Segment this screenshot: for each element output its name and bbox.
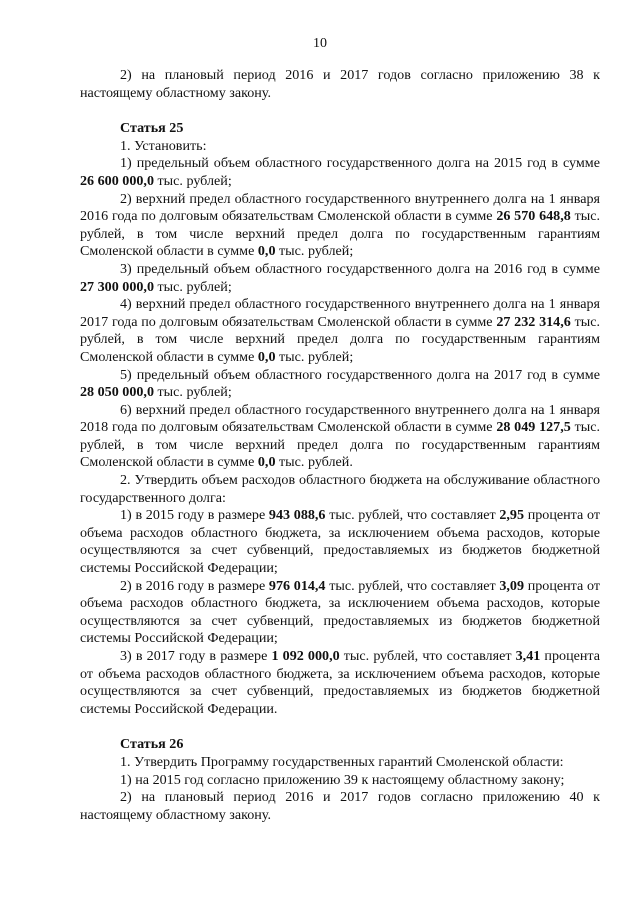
article-26-subitem-2: 2) на плановый период 2016 и 2017 годов согласно приложению 40 к настоящему областному закону. bbox=[80, 789, 600, 823]
debt-upper-limit-2017: 27 232 314,6 bbox=[496, 313, 571, 330]
debt-upper-limit-2018: 28 049 127,5 bbox=[496, 419, 571, 436]
page-number: 10 bbox=[313, 36, 327, 51]
article-25-subitem-6: 6) верхний предел областного государственного внутреннего долга на 1 января 2018 года по долговым обязательствам Смоленской области в сумме 28 049 127,5 тыс. рублей, в том числе верхний предел долга по государственным гарантиям Смоленской области в сумме 0,0 тыс. рублей. bbox=[80, 401, 600, 471]
article-26-item-1: 1. Утвердить Программу государственных гарантий Смоленской области: bbox=[120, 753, 564, 770]
article-25-subitem-2: 2) верхний предел областного государственного внутреннего долга на 1 января 2016 года по долговым обязательствам Смоленской области в сумме 26 570 648,8 тыс. рублей, в том числе верхний предел долга по государственным гарантиям Смоленской области в сумме 0,0 тыс. рублей; bbox=[80, 190, 600, 260]
debt-service-2017: 1 092 000,0 bbox=[271, 648, 340, 664]
article-25-expense-2: 2) в 2016 году в размере 976 014,4 тыс. рублей, что составляет 3,09 процента от объема расходов областного бюджета, за исключением объема расходов, которые осуществляются за счет субвенций, предоставляемых из бюджетов бюджетной системы Российской Федерации; bbox=[80, 577, 600, 647]
article-25-subitem-3: 3) предельный объем областного государственного долга на 2016 год в сумме 27 300 000,0 тыс. рублей; bbox=[80, 260, 600, 295]
article-25-item-1: 1. Установить: bbox=[120, 137, 207, 154]
article-25-subitem-4: 4) верхний предел областного государственного внутреннего долга на 1 января 2017 года по долговым обязательствам Смоленской области в сумме 27 232 314,6 тыс. рублей, в том числе верхний предел долга по государственным гарантиям Смоленской области в сумме 0,0 тыс. рублей; bbox=[80, 296, 600, 365]
article-25-item-2: 2. Утвердить объем расходов областного бюджета на обслуживание областного государственного долга: bbox=[80, 472, 600, 506]
article-25-expense-1: 1) в 2015 году в размере 943 088,6 тыс. рублей, что составляет 2,95 процента от объема расходов областного бюджета, за исключением объема расходов, которые осуществляются за счет субвенций, предоставляемых из бюджетов бюджетной системы Российской Федерации; bbox=[80, 507, 600, 577]
article-25-subitem-1: 1) предельный объем областного государственного долга на 2015 год в сумме 26 600 000,0 тыс. рублей; bbox=[80, 155, 600, 189]
debt-limit-2016: 27 300 000,0 bbox=[80, 278, 154, 295]
debt-limit-2015: 26 600 000,0 bbox=[80, 172, 154, 189]
debt-service-2016: 976 014,4 bbox=[268, 577, 326, 594]
article-25-subitem-5: 5) предельный объем областного государственного долга на 2017 год в сумме 28 050 000,0 тыс. рублей; bbox=[80, 366, 600, 401]
article-26-subitem-1: 1) на 2015 год согласно приложению 39 к настоящему областному закону; bbox=[120, 771, 565, 788]
paragraph-intro: 2) на плановый период 2016 и 2017 годов согласно приложению 38 к настоящему областному закону. bbox=[80, 67, 600, 101]
article-26-title: Статья 26 bbox=[120, 736, 184, 753]
article-25-title: Статья 25 bbox=[120, 120, 184, 137]
debt-limit-2017: 28 050 000,0 bbox=[80, 384, 154, 401]
debt-service-2015: 943 088,6 bbox=[268, 507, 326, 524]
article-25-expense-3: 3) в 2017 году в размере 1 092 000,0 тыс. рублей, что составляет 3,41 процента от объема расходов областного бюджета, за исключением объема расходов, которые осуществляются за счет субвенций, предоставляемых из бюджетов бюджетной системы Российской Федерации. bbox=[80, 648, 600, 717]
debt-upper-limit-2016: 26 570 648,8 bbox=[496, 208, 571, 225]
document-body bbox=[80, 67, 600, 824]
